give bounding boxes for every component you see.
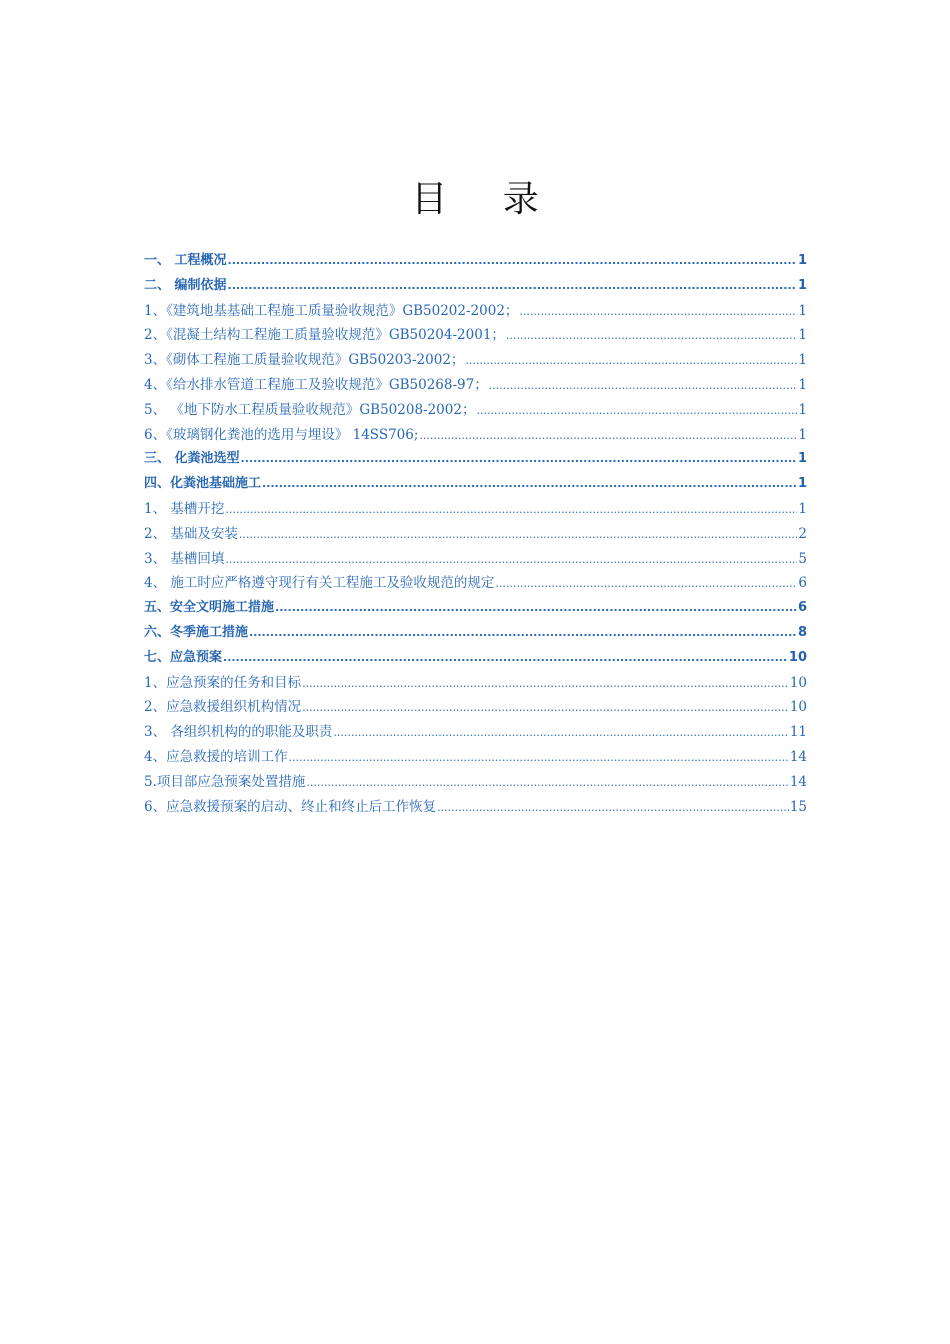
toc-entry-title: 5、 《地下防水工程质量验收规范》GB50208-2002； [144,401,476,418]
toc-dot-leader [289,745,789,770]
toc-dot-leader [275,596,797,621]
toc-entry[interactable] [144,745,807,770]
toc-dot-leader [225,547,797,572]
toc-entry[interactable] [144,348,807,373]
page-title: 目 录 [411,179,561,220]
toc-entry[interactable] [144,571,807,596]
toc-entry-title: 3、 各组织机构的的职能及职责 [144,724,333,741]
toc-page-number: 1 [797,451,807,467]
toc-page-number: 1 [797,476,807,492]
toc-entry-title: 1、 基槽开挖 [144,500,225,517]
toc-dot-leader [476,398,797,423]
toc-page-number: 1 [798,401,807,418]
toc-dot-leader [225,497,797,522]
toc-dot-leader [302,671,789,696]
toc-dot-leader [262,472,797,497]
toc-entry-title: 二、 编制依据 [144,277,227,293]
toc-page-number: 2 [798,525,807,542]
toc-entry-title: 2、《混凝土结构工程施工质量验收规范》GB50204-2001； [144,327,505,344]
toc-page-number: 14 [789,748,807,765]
toc-page-number: 1 [798,376,807,393]
toc-entry[interactable] [144,671,807,696]
toc-entry-title: 4、 施工时应严格遵守现行有关工程施工及验收规范的规定 [144,575,495,592]
toc-entry-title: 3、 基槽回填 [144,550,225,567]
toc-page-number: 6 [798,575,807,592]
toc-page-number: 1 [798,352,807,369]
toc-page-number: 1 [798,327,807,344]
toc-dot-leader [223,646,788,671]
toc-entry-title: 6、《玻璃钢化粪池的选用与埋设》 14SS706; [144,426,419,443]
toc-entry-title: 2、应急救援组织机构情况 [144,699,302,716]
toc-dot-leader [228,274,797,299]
toc-entry-title: 1、《建筑地基基础工程施工质量验收规范》GB50202-2002； [144,302,519,319]
toc-dot-leader [495,571,797,596]
toc-page-number: 1 [798,426,807,443]
toc-entry-title: 3、《砌体工程施工质量验收规范》GB50203-2002； [144,352,465,369]
toc-page-number: 14 [789,773,807,790]
toc-entry-title: 六、冬季施工措施 [144,624,249,640]
toc-entry[interactable] [144,646,807,671]
toc-entry-title: 三、 化粪池选型 [144,451,240,467]
toc-entry[interactable] [144,547,807,572]
toc-page-number: 15 [789,798,807,815]
toc-entry-title: 1、应急预案的任务和目标 [144,674,302,691]
toc-entry-title: 一、 工程概况 [144,253,227,268]
table-of-contents [144,249,807,819]
toc-entry[interactable] [144,274,807,299]
toc-entry[interactable] [144,249,807,274]
toc-dot-leader [419,423,797,448]
toc-page-number: 1 [798,500,807,517]
toc-entry-title: 4、应急救援的培训工作 [144,748,288,765]
toc-page-number: 10 [788,649,807,665]
toc-entry[interactable] [144,447,807,472]
toc-entry-title: 四、化粪池基础施工 [144,476,262,492]
toc-dot-leader [465,348,797,373]
toc-dot-leader [489,373,798,398]
toc-entry-title: 2、 基础及安装 [144,525,238,542]
toc-dot-leader [302,695,789,720]
toc-dot-leader [519,299,797,324]
toc-dot-leader [506,323,797,348]
toc-entry[interactable] [144,299,807,324]
toc-entry-title: 6、应急救援预案的启动、终止和终止后工作恢复 [144,798,437,815]
toc-page-number: 5 [798,550,807,567]
toc-entry[interactable] [144,472,807,497]
toc-entry[interactable] [144,522,807,547]
toc-entry-title: 五、安全文明施工措施 [144,600,275,616]
toc-entry[interactable] [144,423,807,448]
toc-entry[interactable] [144,596,807,621]
toc-entry[interactable] [144,621,807,646]
toc-entry-title: 4、《给水排水管道工程施工及验收规范》GB50268-97； [144,376,488,393]
toc-dot-leader [333,720,788,745]
toc-dot-leader [239,522,798,547]
toc-dot-leader [249,621,797,646]
toc-entry[interactable] [144,770,807,795]
toc-entry[interactable] [144,373,807,398]
toc-page-number: 1 [797,253,807,268]
toc-dot-leader [437,795,789,820]
toc-entry-title: 七、应急预案 [144,649,223,665]
toc-entry[interactable] [144,323,807,348]
toc-dot-leader [228,249,797,274]
toc-dot-leader [306,770,788,795]
toc-entry[interactable] [144,720,807,745]
toc-page-number: 6 [797,600,807,616]
toc-entry[interactable] [144,695,807,720]
toc-entry[interactable] [144,398,807,423]
toc-entry[interactable] [144,795,807,820]
toc-page-number: 1 [797,277,807,293]
toc-page-number: 1 [798,302,807,319]
toc-page-number: 10 [789,699,807,716]
toc-entry[interactable] [144,497,807,522]
toc-entry-title: 5.项目部应急预案处置措施 [144,773,306,790]
toc-page-number: 11 [789,724,807,741]
toc-page-number: 8 [797,624,807,640]
toc-dot-leader [241,447,797,472]
toc-page-number: 10 [789,674,807,691]
